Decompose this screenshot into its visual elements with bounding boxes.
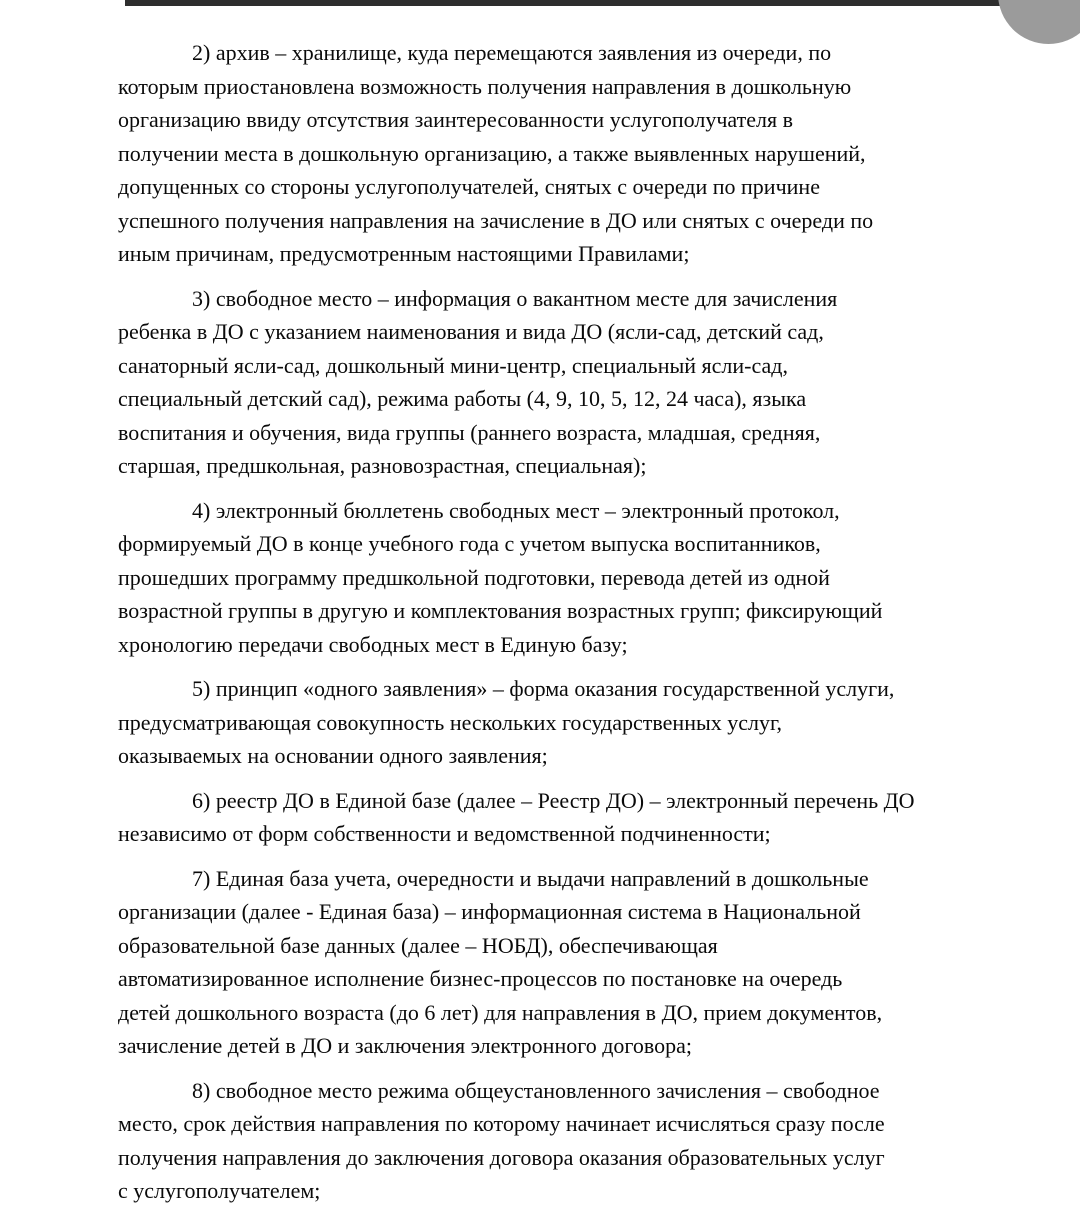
text-line: независимо от форм собственности и ведомственной подчиненности; [118, 821, 771, 846]
text-line: получении места в дошкольную организацию, а также выявленных нарушений, [118, 140, 866, 166]
paragraph-3 [118, 282, 1023, 483]
text-line: ребенка в ДО с указанием наименования и вида ДО (ясли-сад, детский сад, [118, 319, 824, 344]
text-line: прошедших программу предшкольной подготовки, перевода детей из одной [118, 564, 830, 590]
text-line: 8) свободное место режима общеустановленного зачисления – свободное [192, 1077, 880, 1103]
text-line: оказываемых на основании одного заявления; [118, 743, 548, 768]
text-line: 3) свободное место – информация о вакантном месте для зачисления [192, 285, 838, 311]
text-line: старшая, предшкольная, разновозрастная, специальная); [118, 453, 647, 478]
text-line: 4) электронный бюллетень свободных мест – электронный протокол, [192, 497, 840, 523]
text-line: 6) реестр ДО в Единой базе (далее – Реестр ДО) – электронный перечень ДО [192, 787, 915, 813]
text-line: организации (далее - Единая база) – информационная система в Национальной [118, 899, 861, 924]
paragraph-8 [118, 1074, 1023, 1208]
text-line: формируемый ДО в конце учебного года с учетом выпуска воспитанников, [118, 531, 821, 556]
paragraph-4 [118, 494, 1023, 662]
text-line: с услугополучателем; [118, 1178, 321, 1203]
text-line: 2) архив – хранилище, куда перемещаются заявления из очереди, по [192, 40, 832, 65]
paragraph-6 [118, 784, 1023, 851]
text-line: автоматизированное исполнение бизнес-процессов по постановке на очередь [118, 966, 843, 991]
text-line: санаторный ясли-сад, дошкольный мини-центр, специальный ясли-сад, [118, 352, 788, 378]
document-text [118, 36, 1023, 1219]
text-line: допущенных со стороны услугополучателей, снятых с очереди по причине [118, 174, 820, 199]
paragraph-7 [118, 862, 1023, 1063]
text-line: успешного получения направления на зачисление в ДО или снятых с очереди по [118, 207, 874, 233]
text-line: 7) Единая база учета, очередности и выдачи направлений в дошкольные [192, 865, 869, 891]
text-line: зачисление детей в ДО и заключения электронного договора; [118, 1033, 692, 1058]
text-line: воспитания и обучения, вида группы (раннего возраста, младшая, средняя, [118, 419, 821, 445]
text-line: образовательной базе данных (далее – НОБД), обеспечивающая [118, 932, 718, 958]
text-line: организацию ввиду отсутствия заинтересованности услугополучателя в [118, 107, 793, 132]
text-line: которым приостановлена возможность получения направления в дошкольную [118, 73, 852, 99]
text-line: детей дошкольного возраста (до 6 лет) для направления в ДО, прием документов, [118, 999, 883, 1025]
text-line: получения направления до заключения договора оказания образовательных услуг [118, 1144, 885, 1170]
text-line: иным причинам, предусмотренным настоящими Правилами; [118, 241, 690, 266]
text-line: предусматривающая совокупность нескольких государственных услуг, [118, 709, 783, 735]
text-line: 5) принцип «одного заявления» – форма оказания государственной услуги, [192, 676, 895, 701]
text-line: специальный детский сад), режима работы (4, 9, 10, 5, 12, 24 часа), языка [118, 386, 807, 411]
paragraph-2 [118, 36, 1023, 271]
text-line: место, срок действия направления по которому начинает исчисляться сразу после [118, 1111, 885, 1136]
text-line: возрастной группы в другую и комплектования возрастных групп; фиксирующий [118, 598, 883, 623]
top-bar [125, 0, 1002, 6]
paragraph-5 [118, 672, 1023, 773]
text-line: хронологию передачи свободных мест в Единую базу; [118, 631, 628, 657]
